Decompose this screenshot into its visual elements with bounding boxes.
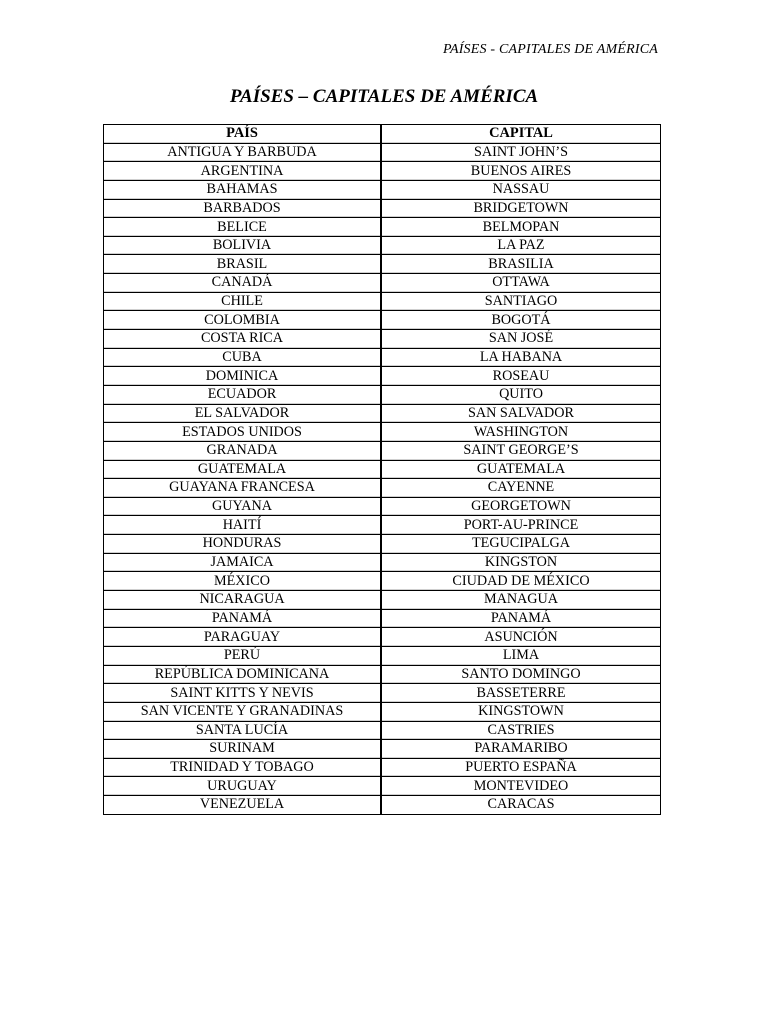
country-cell: REPÚBLICA DOMINICANA	[104, 666, 382, 685]
table-row	[104, 162, 660, 181]
capital-cell: LIMA	[382, 647, 660, 666]
capital-cell: CARACAS	[487, 796, 555, 813]
capital-cell: SAINT JOHN’S	[382, 144, 660, 163]
table-row	[104, 274, 660, 293]
capital-cell: BELMOPAN	[382, 218, 660, 237]
country-cell: BELICE	[104, 218, 382, 237]
capital-cell: CASTRIES	[382, 722, 660, 741]
capitals-table-container	[103, 124, 661, 815]
capital-cell: LA HABANA	[382, 349, 660, 368]
table-row	[104, 684, 660, 703]
table-row	[104, 740, 660, 759]
capital-cell: KINGSTON	[382, 554, 660, 573]
country-cell: JAMAICA	[104, 554, 382, 573]
country-cell: CHILE	[104, 293, 382, 312]
column-header-capital: CAPITAL	[382, 125, 660, 144]
table-row	[104, 423, 660, 442]
country-cell: ECUADOR	[104, 386, 382, 405]
capital-cell: BOGOTÁ	[382, 311, 660, 330]
capital-cell: BRIDGETOWN	[382, 200, 660, 219]
capital-cell: SAINT GEORGE’S	[382, 442, 660, 461]
country-cell: HONDURAS	[104, 535, 382, 554]
table-row	[104, 703, 660, 722]
country-cell: COLOMBIA	[104, 311, 382, 330]
country-cell: SAINT KITTS Y NEVIS	[104, 684, 382, 703]
table-row	[104, 144, 660, 163]
country-cell: GUAYANA FRANCESA	[104, 479, 382, 498]
capital-cell: BUENOS AIRES	[382, 162, 660, 181]
table-row	[104, 554, 660, 573]
table-row	[104, 796, 660, 814]
country-cell: DOMINICA	[104, 367, 382, 386]
capital-cell: PUERTO ESPAÑA	[382, 759, 660, 778]
country-cell: NICARAGUA	[104, 591, 382, 610]
table-row	[104, 759, 660, 778]
capital-cell: TEGUCIPALGA	[382, 535, 660, 554]
capital-cell: WASHINGTON	[382, 423, 660, 442]
country-cell: PANAMÁ	[104, 610, 382, 629]
table-row	[104, 628, 660, 647]
country-cell: GRANADA	[104, 442, 382, 461]
capitals-table	[103, 124, 661, 815]
capital-cell: PARAMARIBO	[382, 740, 660, 759]
capital-cell: SAN SALVADOR	[382, 405, 660, 424]
capital-cell: CAYENNE	[382, 479, 660, 498]
table-row	[104, 722, 660, 741]
table-row	[104, 647, 660, 666]
table-row	[104, 498, 660, 517]
country-cell: ANTIGUA Y BARBUDA	[104, 144, 382, 163]
table-row	[104, 218, 660, 237]
capital-cell: SANTIAGO	[382, 293, 660, 312]
table-row	[104, 293, 660, 312]
country-cell: URUGUAY	[104, 777, 382, 796]
document-title: PAÍSES – CAPITALES DE AMÉRICA	[229, 86, 539, 107]
capital-cell: PORT-AU-PRINCE	[382, 516, 660, 535]
country-cell: SANTA LUCÍA	[104, 722, 382, 741]
table-row	[104, 255, 660, 274]
table-row	[104, 572, 660, 591]
column-header-country: PAÍS	[104, 125, 382, 144]
country-cell: ARGENTINA	[104, 162, 382, 181]
country-cell: PERÚ	[104, 647, 382, 666]
capital-cell: GUATEMALA	[382, 461, 660, 480]
table-row	[104, 181, 660, 200]
country-cell: PARAGUAY	[104, 628, 382, 647]
capital-cell: MONTEVIDEO	[382, 777, 660, 796]
table-row	[104, 479, 660, 498]
capital-cell: SAN JOSÉ	[382, 330, 660, 349]
country-cell: BARBADOS	[104, 200, 382, 219]
table-row	[104, 311, 660, 330]
country-cell: GUYANA	[104, 498, 382, 517]
table-row	[104, 367, 660, 386]
table-row	[104, 200, 660, 219]
capital-cell: ROSEAU	[382, 367, 660, 386]
table-row	[104, 516, 660, 535]
capital-cell: LA PAZ	[382, 237, 660, 256]
capital-cell: ASUNCIÓN	[382, 628, 660, 647]
country-cell: VENEZUELA	[104, 796, 382, 814]
capital-cell: QUITO	[382, 386, 660, 405]
table-header-row	[104, 125, 660, 144]
table-row	[104, 610, 660, 629]
capital-cell: CIUDAD DE MÉXICO	[382, 572, 660, 591]
table-row	[104, 461, 660, 480]
country-cell: COSTA RICA	[104, 330, 382, 349]
table-body	[104, 144, 660, 814]
table-row	[104, 386, 660, 405]
country-cell: SURINAM	[104, 740, 382, 759]
capital-cell: GEORGETOWN	[382, 498, 660, 517]
country-cell: ESTADOS UNIDOS	[104, 423, 382, 442]
country-cell: MÉXICO	[104, 572, 382, 591]
country-cell: CUBA	[104, 349, 382, 368]
capital-cell: BASSETERRE	[382, 684, 660, 703]
country-cell: EL SALVADOR	[104, 405, 382, 424]
capital-cell: NASSAU	[382, 181, 660, 200]
country-cell: HAITÍ	[104, 516, 382, 535]
capital-cell: BRASILIA	[382, 255, 660, 274]
country-cell: BAHAMAS	[104, 181, 382, 200]
capital-cell: OTTAWA	[382, 274, 660, 293]
country-cell: TRINIDAD Y TOBAGO	[104, 759, 382, 778]
table-row	[104, 237, 660, 256]
country-cell: BOLIVIA	[104, 237, 382, 256]
capital-cell: MANAGUA	[382, 591, 660, 610]
country-cell: GUATEMALA	[104, 461, 382, 480]
country-cell: CANADÁ	[104, 274, 382, 293]
capital-cell: SANTO DOMINGO	[382, 666, 660, 685]
country-cell: SAN VICENTE Y GRANADINAS	[104, 703, 382, 722]
capital-cell: PANAMÁ	[382, 610, 660, 629]
capital-cell: KINGSTOWN	[382, 703, 660, 722]
table-row	[104, 591, 660, 610]
table-row	[104, 535, 660, 554]
table-row	[104, 349, 660, 368]
table-row	[104, 405, 660, 424]
table-row	[104, 442, 660, 461]
table-row	[104, 666, 660, 685]
country-cell: BRASIL	[104, 255, 382, 274]
table-row	[104, 777, 660, 796]
table-row	[104, 330, 660, 349]
running-header: PAÍSES - CAPITALES DE AMÉRICA	[443, 42, 658, 57]
